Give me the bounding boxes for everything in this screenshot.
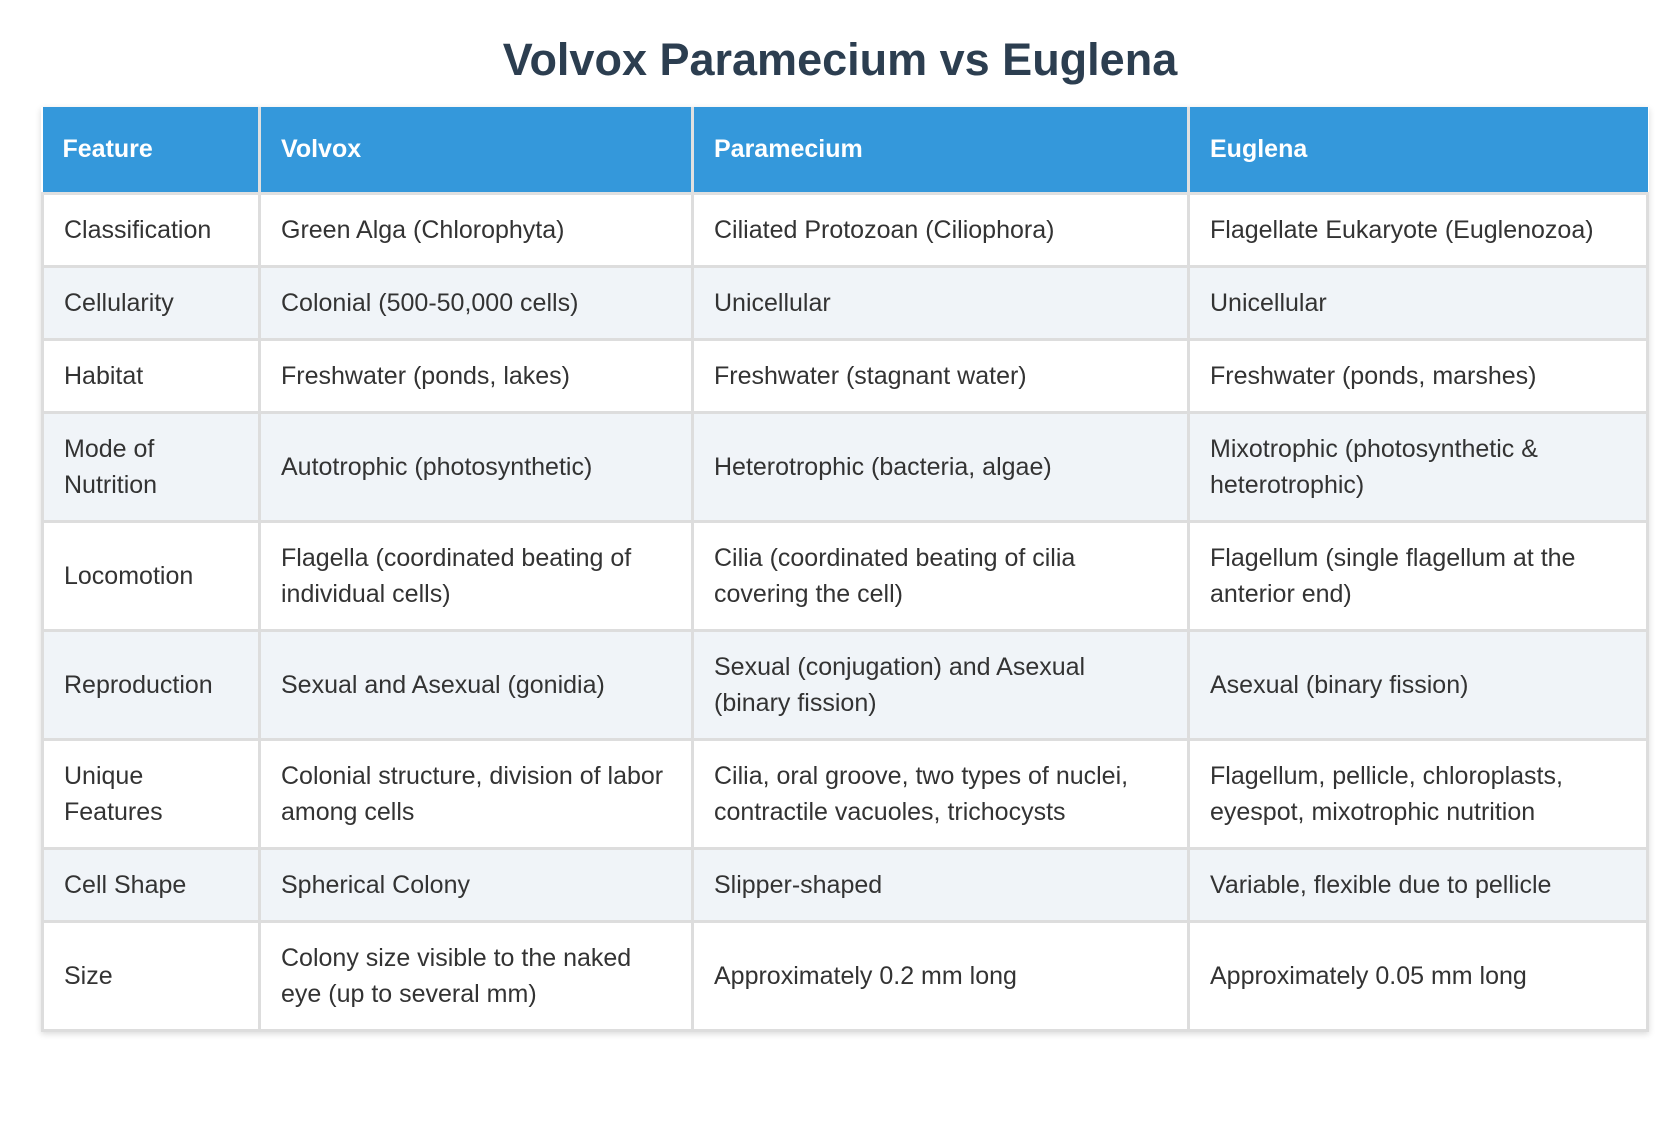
volvox-cell: Green Alga (Chlorophyta) [260, 194, 693, 267]
table-row [43, 631, 1648, 740]
table-row [43, 413, 1648, 522]
volvox-cell: Flagella (coordinated beating of individual cells) [260, 522, 693, 631]
euglena-cell: Freshwater (ponds, marshes) [1189, 340, 1648, 413]
comparison-table [41, 107, 1649, 1032]
volvox-cell: Freshwater (ponds, lakes) [260, 340, 693, 413]
volvox-cell: Sexual and Asexual (gonidia) [260, 631, 693, 740]
table-row [43, 340, 1648, 413]
paramecium-cell: Unicellular [693, 267, 1189, 340]
feature-cell: Size [43, 922, 260, 1031]
volvox-cell: Autotrophic (photosynthetic) [260, 413, 693, 522]
volvox-cell: Colony size visible to the naked eye (up to several mm) [260, 922, 693, 1031]
paramecium-cell: Heterotrophic (bacteria, algae) [693, 413, 1189, 522]
paramecium-cell: Freshwater (stagnant water) [693, 340, 1189, 413]
euglena-cell: Asexual (binary fission) [1189, 631, 1648, 740]
header-cell-feature: Feature [43, 107, 260, 194]
paramecium-cell: Cilia, oral groove, two types of nuclei, contractile vacuoles, trichocysts [693, 740, 1189, 849]
volvox-cell: Colonial (500-50,000 cells) [260, 267, 693, 340]
volvox-cell: Colonial structure, division of labor among cells [260, 740, 693, 849]
table-row [43, 522, 1648, 631]
feature-cell: Cellularity [43, 267, 260, 340]
header-row [43, 107, 1648, 194]
euglena-cell: Unicellular [1189, 267, 1648, 340]
feature-cell: Classification [43, 194, 260, 267]
euglena-cell: Variable, flexible due to pellicle [1189, 849, 1648, 922]
table-row [43, 922, 1648, 1031]
table-body [43, 194, 1648, 1031]
table-row [43, 740, 1648, 849]
table-row [43, 849, 1648, 922]
header-cell-paramecium: Paramecium [693, 107, 1189, 194]
feature-cell: Unique Features [43, 740, 260, 849]
feature-cell: Cell Shape [43, 849, 260, 922]
feature-cell: Reproduction [43, 631, 260, 740]
table-row [43, 194, 1648, 267]
euglena-cell: Mixotrophic (photosynthetic & heterotrophic) [1189, 413, 1648, 522]
header-cell-volvox: Volvox [260, 107, 693, 194]
paramecium-cell: Sexual (conjugation) and Asexual (binary fission) [693, 631, 1189, 740]
volvox-cell: Spherical Colony [260, 849, 693, 922]
paramecium-cell: Approximately 0.2 mm long [693, 922, 1189, 1031]
paramecium-cell: Ciliated Protozoan (Ciliophora) [693, 194, 1189, 267]
euglena-cell: Approximately 0.05 mm long [1189, 922, 1648, 1031]
feature-cell: Locomotion [43, 522, 260, 631]
euglena-cell: Flagellate Eukaryote (Euglenozoa) [1189, 194, 1648, 267]
paramecium-cell: Cilia (coordinated beating of cilia covering the cell) [693, 522, 1189, 631]
table-row [43, 267, 1648, 340]
header-cell-euglena: Euglena [1189, 107, 1648, 194]
paramecium-cell: Slipper-shaped [693, 849, 1189, 922]
feature-cell: Habitat [43, 340, 260, 413]
page-title: Volvox Paramecium vs Euglena [502, 34, 1178, 85]
feature-cell: Mode of Nutrition [43, 413, 260, 522]
euglena-cell: Flagellum, pellicle, chloroplasts, eyespot, mixotrophic nutrition [1189, 740, 1648, 849]
euglena-cell: Flagellum (single flagellum at the anterior end) [1189, 522, 1648, 631]
